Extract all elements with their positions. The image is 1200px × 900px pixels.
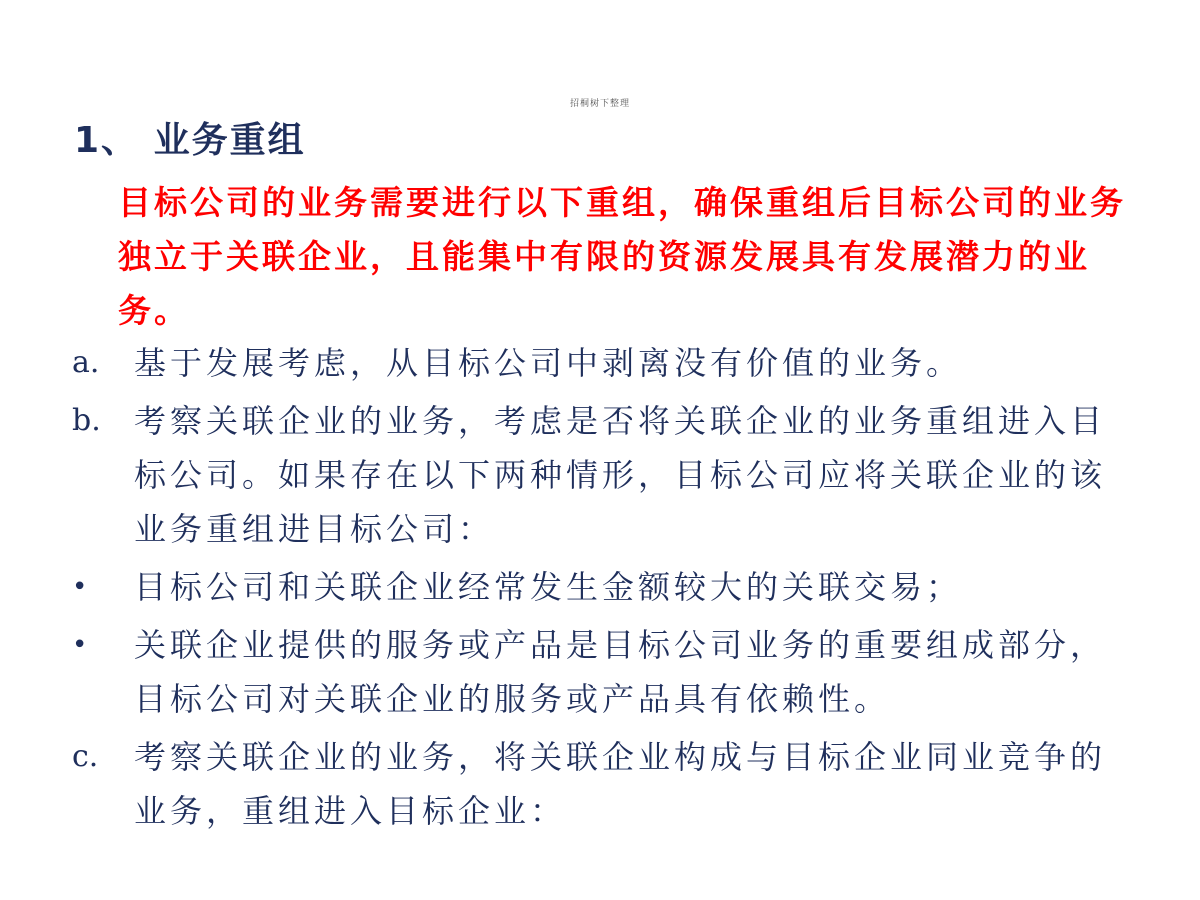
item-text: 基于发展考虑，从目标公司中剥离没有价值的业务。 [134,344,963,382]
item-text: 考察关联企业的业务，考虑是否将关联企业的业务重组进入目标公司。如果存在以下两种情形，目标公司应将关联企业的该业务重组进目标公司： [134,402,1107,548]
bullet-icon: • [72,630,88,660]
list-item-bullet-2 [72,618,1132,726]
list-item-b [72,394,1132,556]
list-item-bullet-1 [72,560,1132,614]
intro-paragraph: 目标公司的业务需要进行以下重组，确保重组后目标公司的业务独立于关联企业，且能集中有限的资源发展具有发展潜力的业务。 [118,183,1126,330]
list-item-a [72,336,1132,390]
list-item-c [72,730,1132,838]
bullet-icon: • [72,572,88,602]
item-list [72,336,1132,842]
item-text: 目标公司和关联企业经常发生金额较大的关联交易； [134,568,963,606]
section-heading: 1、 业务重组 [74,120,306,161]
item-marker: c. [72,739,99,774]
watermark: 招桐树下整理 [569,99,630,109]
item-text: 考察关联企业的业务，将关联企业构成与目标企业同业竞争的业务，重组进入目标企业： [134,738,1107,830]
item-text: 关联企业提供的服务或产品是目标公司业务的重要组成部分，目标公司对关联企业的服务或产品具有依赖性。 [134,626,1107,718]
item-marker: b. [72,403,101,438]
item-marker: a. [72,345,100,380]
